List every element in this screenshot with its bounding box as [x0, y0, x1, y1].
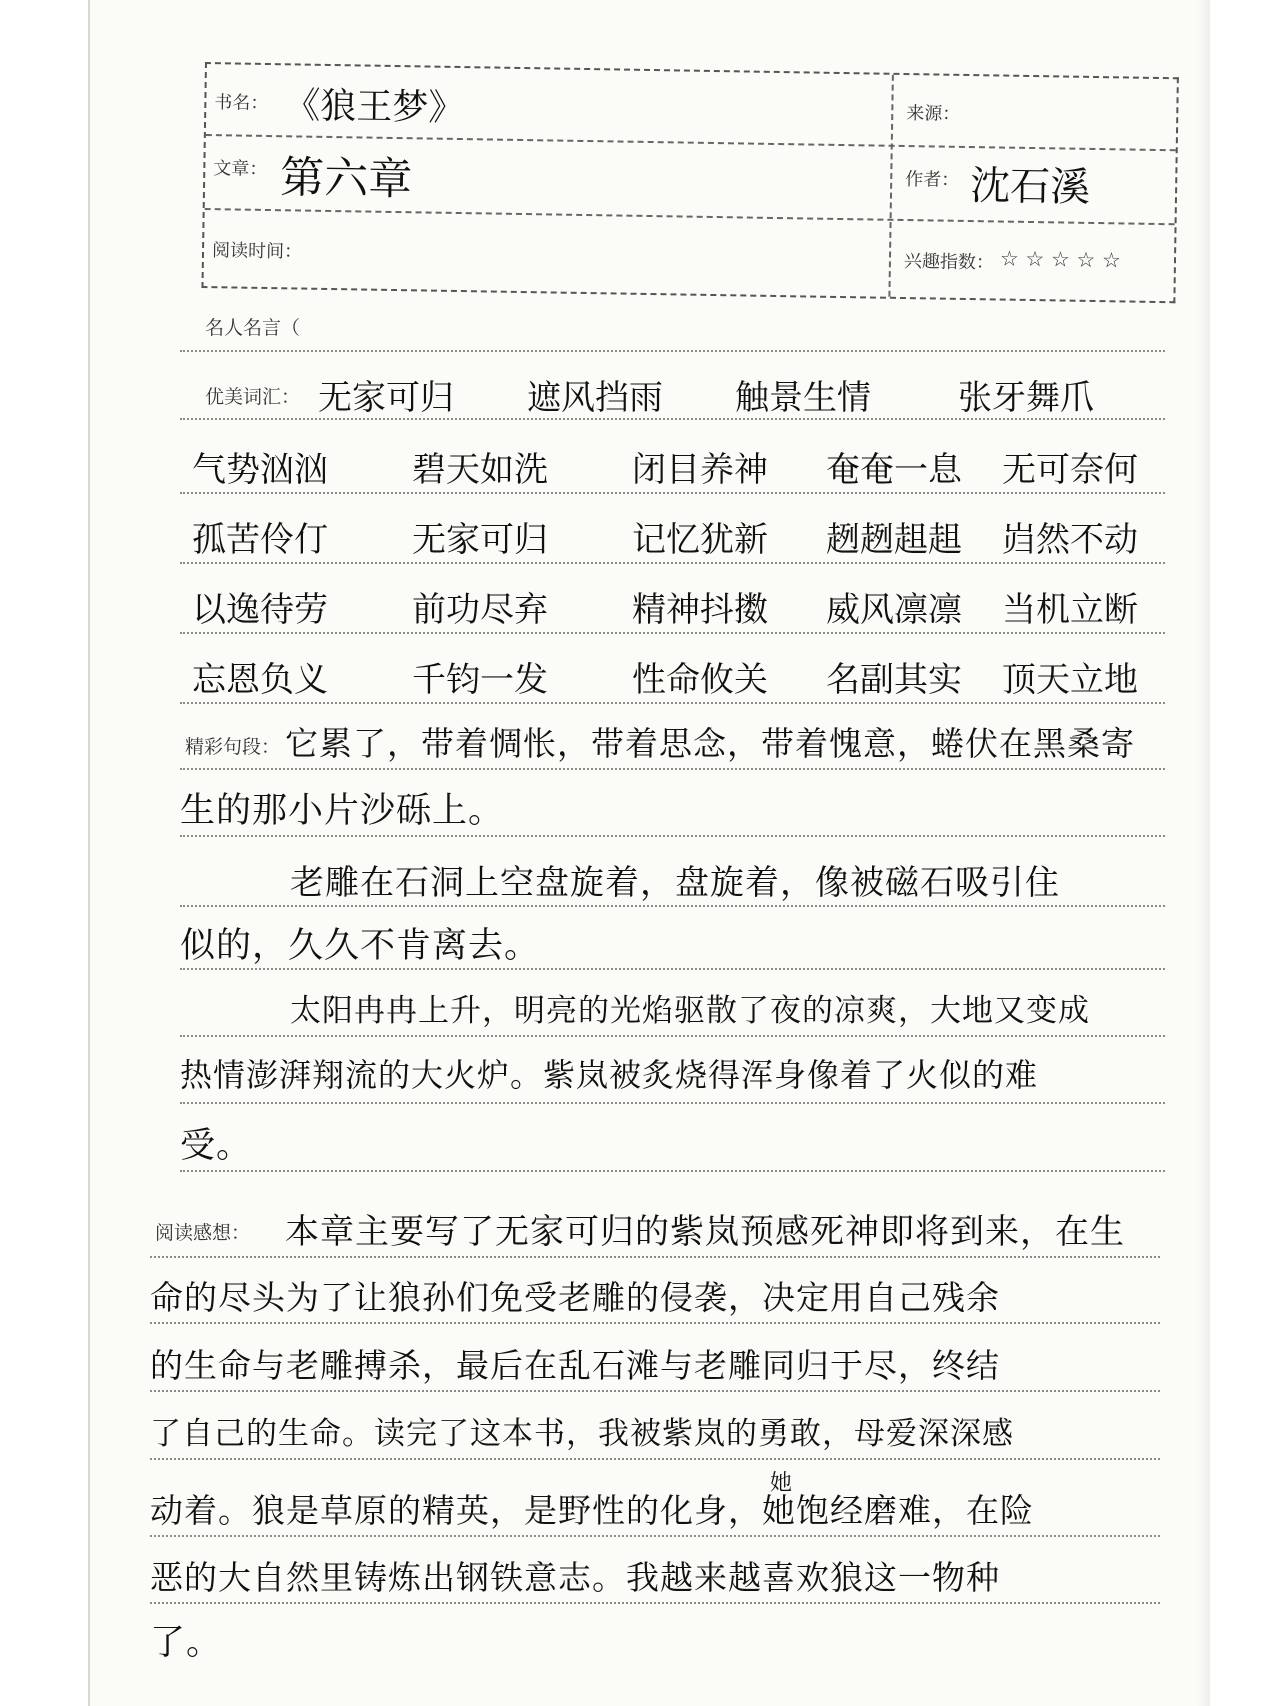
author-label: 作者： [905, 169, 960, 191]
excerpt-line: 老雕在石洞上空盘旋着，盘旋着，像被磁石吸引住 [290, 863, 1060, 903]
ruled-line [180, 768, 1165, 770]
chapter-value: 第六章 [279, 152, 413, 206]
book-title: 《狼王梦》 [284, 85, 465, 130]
vocab-word: 千钧一发 [412, 660, 548, 700]
vocab-word: 遮风挡雨 [527, 378, 663, 418]
vocab-word: 前功尽弃 [412, 590, 548, 630]
ruled-line [180, 418, 1165, 420]
reflection-label: 阅读感想： [155, 1222, 251, 1244]
chapter-label: 文章： [213, 158, 268, 180]
time-row [204, 208, 1175, 299]
reflection-line: 的生命与老雕搏杀，最后在乱石滩与老雕同归于尽，终结 [150, 1346, 1000, 1385]
vocab-word: 奄奄一息 [826, 450, 962, 490]
excerpt-line: 它累了，带着惆怅，带着思念，带着愧意，蜷伏在黑桑寄 [285, 724, 1135, 763]
vocab-word: 无家可归 [318, 378, 454, 418]
ruled-line [150, 1535, 1160, 1537]
vocab-word: 忘恩负义 [192, 660, 328, 700]
vocab-word: 张牙舞爪 [958, 378, 1094, 418]
reflection-line: 恶的大自然里铸炼出钢铁意志。我越来越喜欢狼这一物种 [150, 1558, 1000, 1597]
vocab-word: 闭目养神 [632, 450, 768, 490]
vocab-word: 碧天如洗 [412, 450, 548, 490]
vocab-word: 名副其实 [826, 660, 962, 700]
ruled-line [180, 905, 1165, 907]
vocab-word: 记忆犹新 [632, 520, 768, 560]
vocab-word: 气势汹汹 [192, 450, 328, 490]
vocab-word: 顶天立地 [1002, 660, 1138, 700]
insertion-mark: 她 [770, 1471, 793, 1496]
interest-stars: ☆ ☆ ☆ ☆ ☆ [999, 246, 1122, 273]
ruled-line [180, 350, 1165, 352]
ruled-line [180, 562, 1165, 564]
ruled-line [180, 492, 1165, 494]
excerpt-line: 似的，久久不肯离去。 [180, 926, 541, 966]
ruled-line [180, 1102, 1165, 1104]
ruled-line [180, 632, 1165, 634]
vocab-word: 性命攸关 [632, 660, 768, 700]
vocab-word: 趔趔趄趄 [826, 520, 962, 560]
ruled-line [180, 968, 1165, 970]
quotes-label: 名人名言（ [205, 317, 301, 339]
vocab-word: 当机立断 [1002, 590, 1138, 630]
ruled-line [150, 1322, 1160, 1324]
source-label: 来源： [906, 103, 961, 125]
vocab-label: 优美词汇： [205, 386, 301, 408]
ruled-line [180, 702, 1165, 704]
vocab-word: 精神抖擞 [632, 590, 768, 630]
ruled-line [150, 1458, 1160, 1460]
vocab-word: 以逸待劳 [192, 590, 328, 630]
book-label: 书名： [214, 92, 269, 114]
excerpt-line: 受。 [180, 1126, 253, 1166]
vocab-word: 无可奈何 [1002, 450, 1138, 490]
ruled-line [150, 1390, 1160, 1392]
interest-label: 兴趣指数： [903, 251, 995, 274]
ruled-line [180, 835, 1165, 837]
vocab-word: 触景生情 [735, 378, 871, 418]
reflection-line: 本章主要写了无家可归的紫岚预感死神即将到来，在生 [285, 1212, 1125, 1252]
reading-info-table [201, 62, 1178, 303]
author-value: 沈石溪 [969, 163, 1091, 211]
reflection-line: 了。 [150, 1623, 223, 1663]
ruled-line [180, 1170, 1165, 1172]
reading-time-label: 阅读时间： [211, 240, 303, 263]
vocab-word: 孤苦伶仃 [192, 520, 328, 560]
reflection-line: 命的尽头为了让狼孙们免受老雕的侵袭，决定用自己残余 [150, 1278, 1000, 1317]
vocab-word: 岿然不动 [1002, 520, 1138, 560]
excerpt-label: 精彩句段： [185, 736, 281, 758]
excerpt-line: 热情澎湃翔流的大火炉。紫岚被炙烧得浑身像着了火似的难 [180, 1056, 1039, 1094]
vocab-word: 威风凛凛 [826, 590, 962, 630]
vocab-word: 无家可归 [412, 520, 548, 560]
excerpt-line: 生的那小片沙砾上。 [180, 791, 505, 831]
ruled-line [180, 1035, 1165, 1037]
reflection-line: 动着。狼是草原的精英，是野性的化身，她饱经磨难，在险 [150, 1491, 1034, 1530]
ruled-line [150, 1256, 1160, 1258]
page-edge [1198, 0, 1210, 1706]
reflection-line: 了自己的生命。读完了这本书，我被紫岚的勇敢，母爱深深感 [150, 1416, 1014, 1452]
ruled-line [150, 1602, 1160, 1604]
excerpt-line: 太阳冉冉上升，明亮的光焰驱散了夜的凉爽，大地又变成 [290, 993, 1090, 1029]
